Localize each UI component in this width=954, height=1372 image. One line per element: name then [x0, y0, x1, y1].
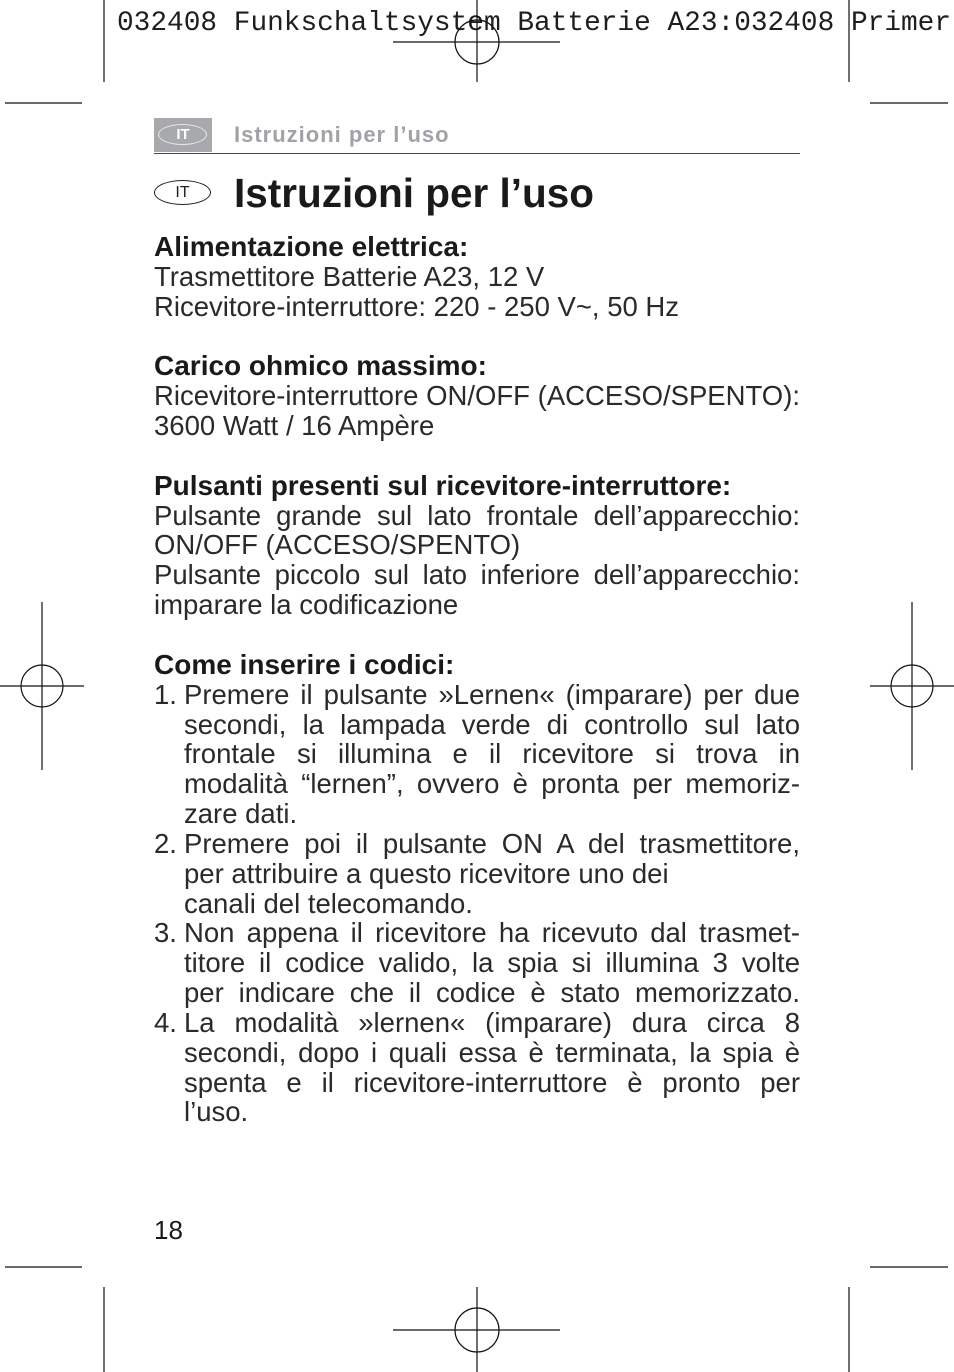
- step-item: [154, 680, 800, 829]
- step-line: spenta e il ricevitore-interruttore è pronto per: [184, 1066, 800, 1098]
- step-number: 4.: [154, 1006, 177, 1038]
- body-line: Pulsante grande sul lato frontale dell’apparecchio:: [154, 499, 800, 531]
- header-language-code: IT: [176, 126, 190, 143]
- section-heading: Carico ohmico massimo:: [154, 350, 487, 382]
- instructions-body: [154, 232, 800, 1127]
- step-line: Premere poi il pulsante ON A del trasmettitore,: [184, 827, 800, 859]
- section-code-entry: [154, 650, 800, 1128]
- section-heading: Come inserire i codici:: [154, 648, 455, 680]
- step-number: 3.: [154, 917, 177, 949]
- step-line: frontale si illumina e il ricevitore si trova in: [184, 738, 800, 770]
- header-language-badge: [154, 118, 212, 152]
- title-language-badge: [154, 180, 211, 205]
- header-rule: [154, 153, 800, 154]
- section-heading: Alimentazione elettrica:: [154, 231, 469, 262]
- step-line: titore il codice valido, la spia si illumina 3 volte: [184, 947, 800, 979]
- step-item: [154, 918, 800, 1008]
- step-line: canali del telecomando.: [184, 887, 473, 919]
- step-line: secondi, dopo i quali essa è terminata, la spia è: [184, 1036, 800, 1068]
- body-line: Pulsante piccolo sul lato inferiore dell’apparecchio:: [154, 559, 800, 591]
- printer-slug-line: 032408 Funkschaltsystem Batterie A23:032408 Primer: [117, 9, 952, 39]
- step-line: zare dati.: [184, 798, 298, 830]
- body-line: imparare la codificazione: [154, 589, 459, 621]
- page-number: 18: [154, 1215, 183, 1245]
- page-title: Istruzioni per l’uso: [234, 170, 595, 216]
- step-line: Premere il pulsante »Lernen« (imparare) per due: [184, 678, 800, 710]
- step-number: 1.: [154, 678, 177, 710]
- step-line: modalità “lernen”, ovvero è pronta per memoriz-: [184, 768, 800, 800]
- step-line: l’uso.: [184, 1096, 249, 1128]
- step-line: La modalità »lernen« (imparare) dura circa 8: [184, 1006, 800, 1038]
- step-item: [154, 1008, 800, 1127]
- step-line: per attribuire a questo ricevitore uno dei: [184, 857, 669, 889]
- body-line: 3600 Watt / 16 Ampère: [154, 410, 435, 442]
- body-line: Ricevitore-interruttore ON/OFF (ACCESO/SPENTO):: [154, 380, 800, 412]
- body-line: ON/OFF (ACCESO/SPENTO): [154, 529, 521, 561]
- title-language-code: IT: [175, 184, 190, 201]
- step-item: [154, 829, 800, 919]
- section-power-supply: [154, 232, 800, 322]
- step-line: secondi, la lampada verde di controllo sul lato: [184, 708, 800, 740]
- body-line: Ricevitore-interruttore: 220 - 250 V~, 50 Hz: [154, 290, 680, 322]
- step-number: 2.: [154, 827, 177, 859]
- section-receiver-buttons: [154, 471, 800, 620]
- header-running-title: Istruzioni per l’uso: [234, 122, 450, 147]
- step-line: Non appena il ricevitore ha ricevuto dal trasmet-: [184, 917, 800, 949]
- section-heading: Pulsanti presenti sul ricevitore-interruttore:: [154, 469, 732, 501]
- body-line: Trasmettitore Batterie A23, 12 V: [154, 260, 545, 292]
- section-max-load: [154, 351, 800, 441]
- step-line: per indicare che il codice è stato memorizzato.: [184, 977, 800, 1009]
